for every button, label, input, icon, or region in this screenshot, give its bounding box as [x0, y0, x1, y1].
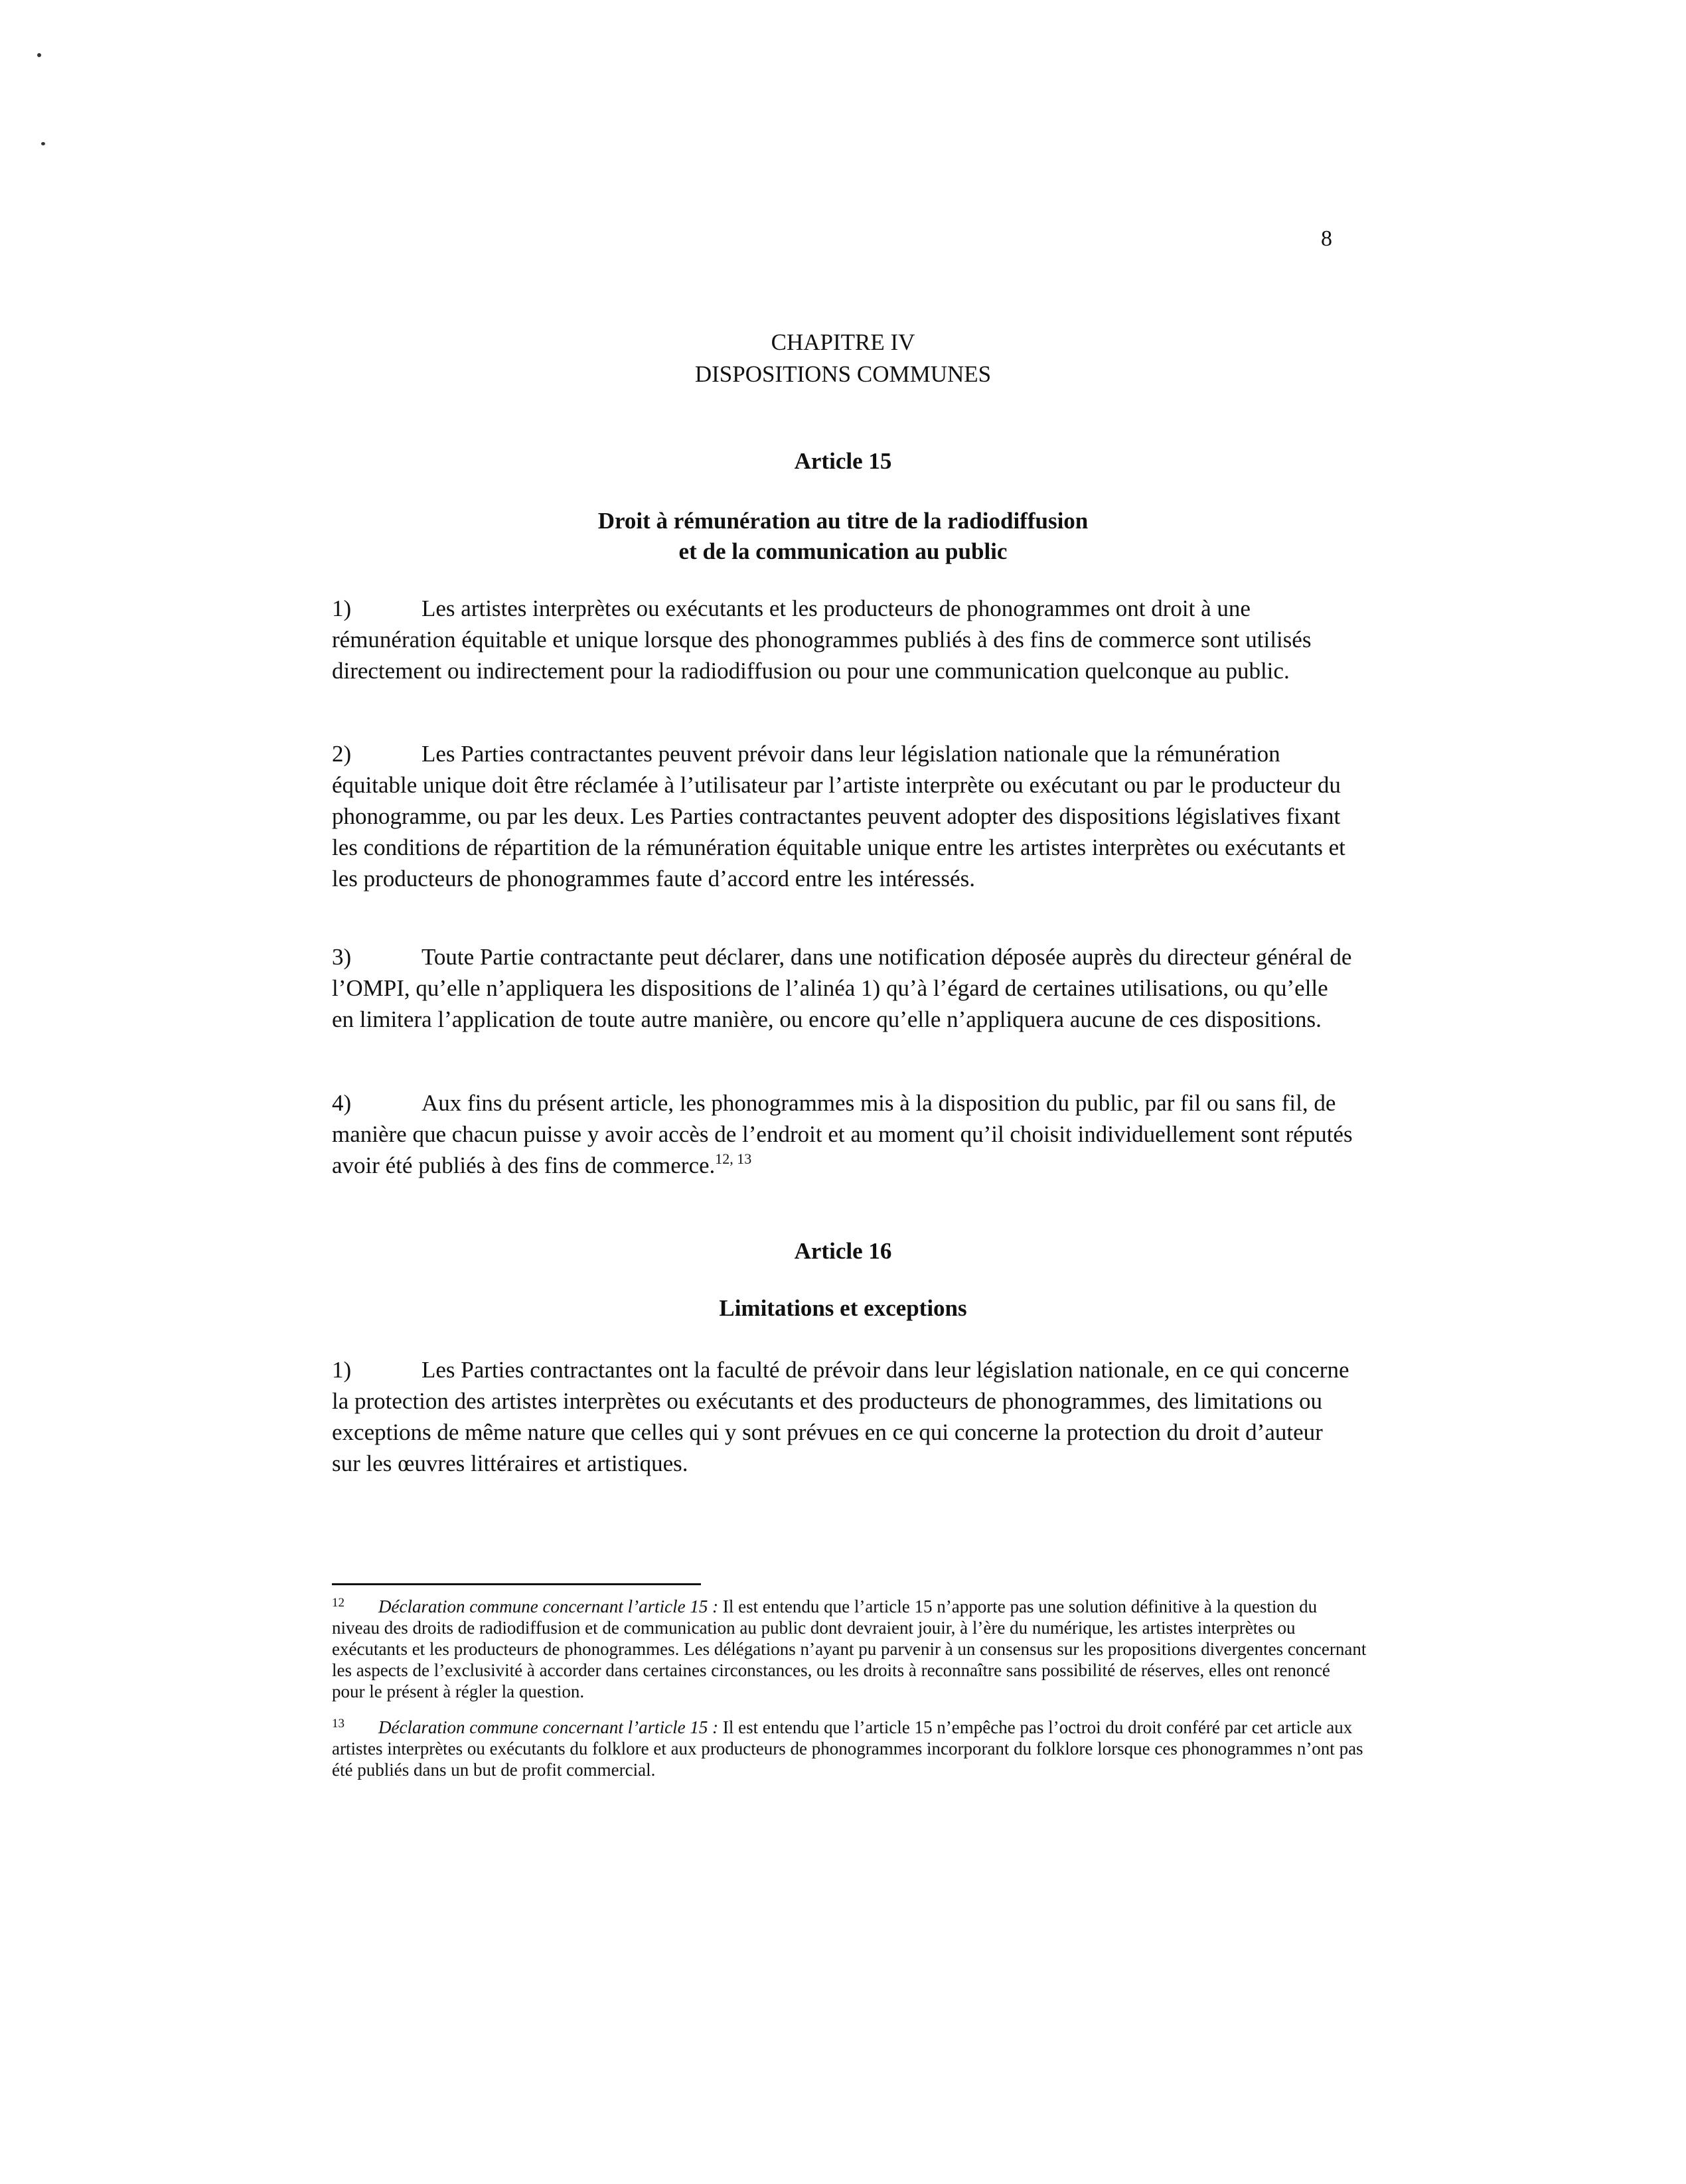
paragraph-number: 2): [332, 741, 352, 767]
paragraph-text: Toute Partie contractante peut déclarer, dans une notification déposée auprès du directeur général de l’OMPI, qu’elle n’appliquera les dispositions de l’alinéa 1) qu’à l’égard de certaines utilisations, ou qu’elle en limitera l’application de toute autre manière, ou encore qu’elle n’appliquera aucune de ces dispositions.: [332, 944, 1352, 1032]
paragraph-number: 1): [332, 1357, 352, 1383]
footnote-12: 12 Déclaration commune concernant l’article 15 : Il est entendu que l’article 15 n’apporte pas une solution définitive à la question du niveau des droits de radiodiffusion et de communication au public dont devraient jouir, à l’ère du numérique, les artistes interprètes ou exécutants et les producteurs de phonogrammes. Les délégations n’ayant pu parvenir à un consensus sur les propositions divergentes concernant les aspects de l’exclusivité à accorder dans certaines circonstances, ou les droits à reconnaître sans possibilité de réserves, elles ont renoncé pour le présent à régler la question.: [332, 1596, 1367, 1701]
article-15-subtitle: Droit à rémunération au titre de la radiodiffusion: [597, 508, 1089, 534]
paragraph-text: Les Parties contractantes peuvent prévoir dans leur législation nationale que la rémunération équitable unique doit être réclamée à l’utilisateur par l’artiste interprète ou exécutant ou par le producteur du phonogramme, ou par les deux. Les Parties contractantes peuvent adopter des dispositions législatives fixant les conditions de répartition de la rémunération équitable unique entre les artistes interprètes ou exécutants et les producteurs de phonogrammes faute d’accord entre les intéressés.: [332, 741, 1345, 892]
paragraph-text: Les artistes interprètes ou exécutants et les producteurs de phonogrammes ont droit à une rémunération équitable et unique lorsque des phonogrammes publiés à des fins de commerce sont utilisés directement ou indirectement pour la radiodiffusion ou pour une communication quelconque au public.: [332, 595, 1312, 684]
scan-speck: [37, 53, 41, 57]
article-16-title: Article 16: [794, 1238, 892, 1264]
footnote-13: 13 Déclaration commune concernant l’article 15 : Il est entendu que l’article 15 n’empêche pas l’octroi du droit conféré par cet article aux artistes interprètes ou exécutants du folklore et aux producteurs de phonogrammes incorporant du folklore lorsque ces phonogrammes n’ont pas été publiés dans un but de profit commercial.: [332, 1717, 1363, 1780]
article-16-paragraph: [332, 1354, 1354, 1479]
footnote-reference[interactable]: 12, 13: [715, 1150, 752, 1167]
paragraph-number: 3): [332, 944, 352, 970]
chapter-title: CHAPITRE IV: [771, 329, 915, 355]
article-15-paragraph: [332, 1087, 1354, 1181]
article-16-subtitle: Limitations et exceptions: [719, 1295, 967, 1321]
footnote-label: Déclaration commune concernant l’article 15 :: [378, 1597, 719, 1616]
scan-speck: [41, 142, 45, 145]
article-15-paragraph: [332, 593, 1354, 686]
footnote-separator: [332, 1583, 701, 1585]
page-number: 8: [1321, 226, 1332, 251]
article-15-title: Article 15: [794, 448, 892, 474]
paragraph-number: 4): [332, 1090, 352, 1116]
article-15-subtitle: et de la communication au public: [678, 538, 1008, 564]
paragraph-text: Les Parties contractantes ont la faculté de prévoir dans leur législation nationale, en ce qui concerne la protection des artistes interprètes ou exécutants et des producteurs de phonogrammes, des limitations ou exceptions de même nature que celles qui y sont prévues en ce qui concerne la protection du droit d’auteur sur les œuvres littéraires et artistiques.: [332, 1357, 1349, 1476]
chapter-subtitle: DISPOSITIONS COMMUNES: [694, 361, 992, 387]
footnote-text: Il est entendu que l’article 15 n’empêche pas l’octroi du droit conféré par cet article aux artistes interprètes ou exécutants du folklore et aux producteurs de phonogrammes incorporant du folklore lorsque ces phonogrammes n’ont pas été publiés dans un but de profit commercial.: [332, 1717, 1363, 1780]
paragraph-text: Aux fins du présent article, les phonogrammes mis à la disposition du public, par fil ou sans fil, de manière que chacun puisse y avoir accès de l’endroit et au moment qu’il choisit individuellement sont réputés avoir été publiés à des fins de commerce.: [332, 1090, 1353, 1178]
article-15-paragraph: [332, 941, 1354, 1035]
footnote-text: Il est entendu que l’article 15 n’apporte pas une solution définitive à la question du niveau des droits de radiodiffusion et de communication au public dont devraient jouir, à l’ère du numérique, les artistes interprètes ou exécutants et les producteurs de phonogrammes. Les délégations n’ayant pu parvenir à un consensus sur les propositions divergentes concernant les aspects de l’exclusivité à accorder dans certaines circonstances, ou les droits à reconnaître sans possibilité de réserves, elles ont renoncé pour le présent à régler la question.: [332, 1597, 1367, 1701]
footnote-label: Déclaration commune concernant l’article 15 :: [378, 1717, 719, 1737]
article-15-paragraph: [332, 738, 1354, 894]
paragraph-number: 1): [332, 595, 352, 621]
